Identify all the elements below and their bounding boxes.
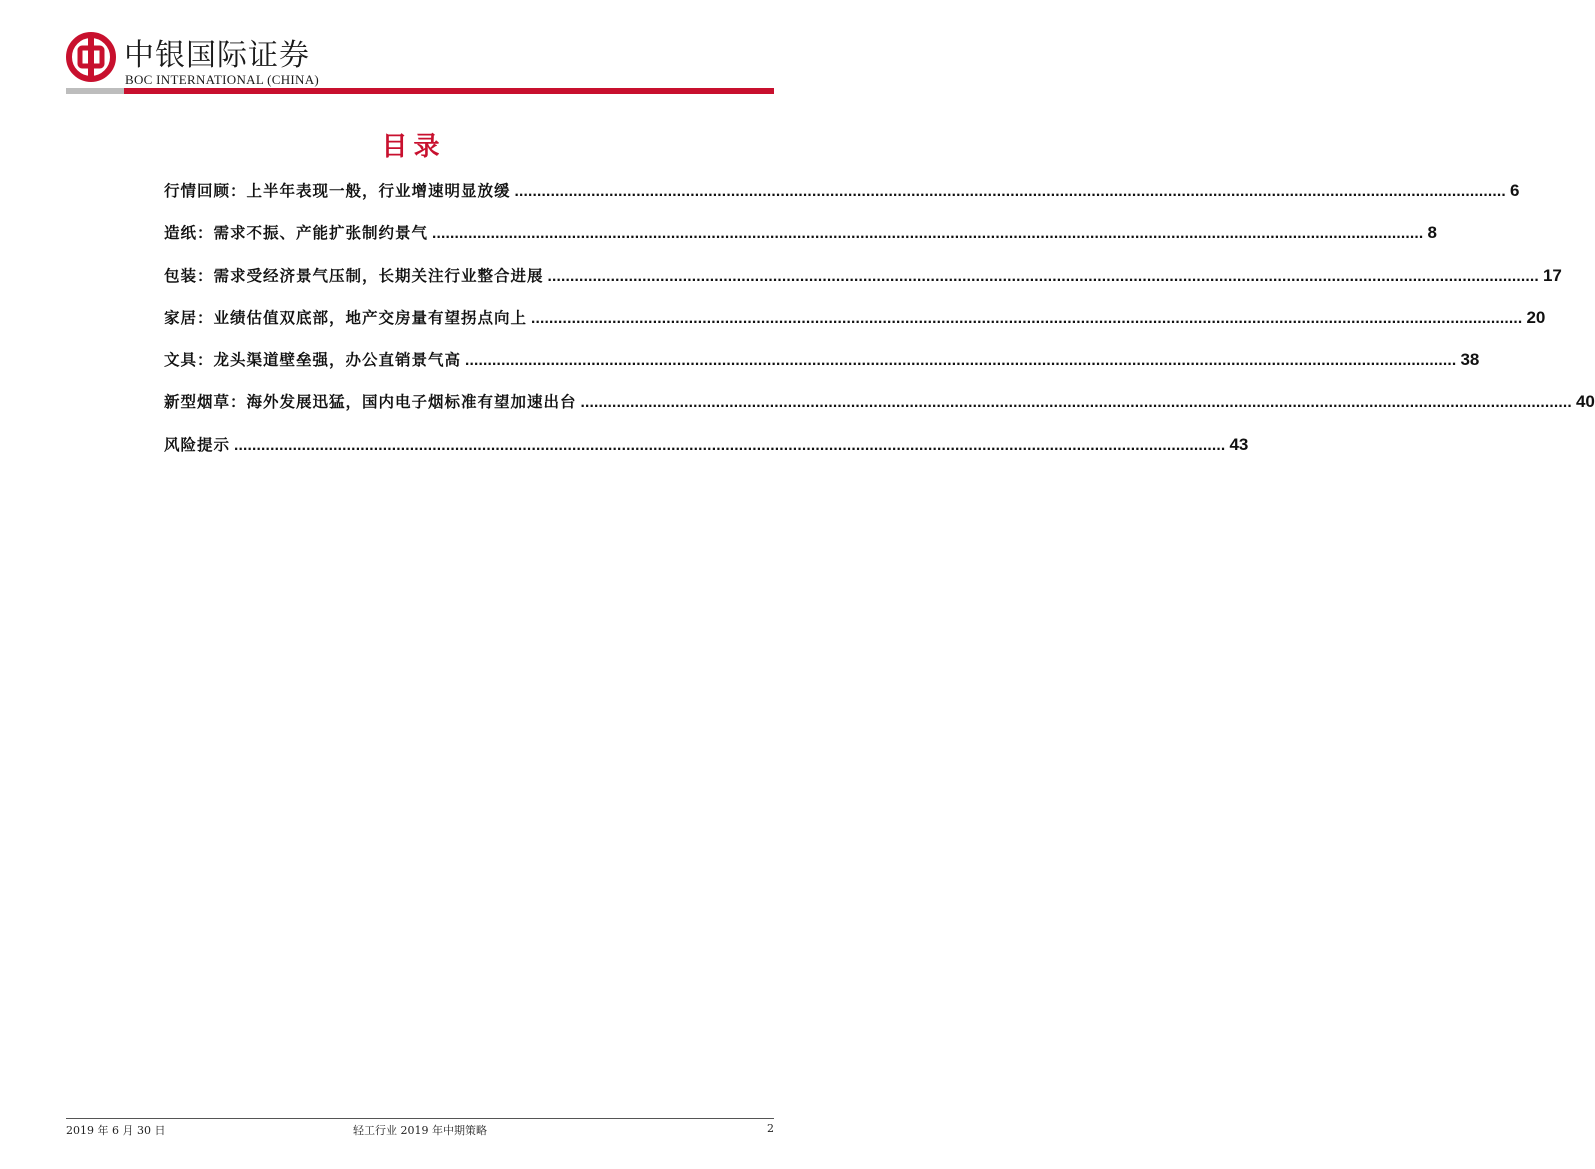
toc-entry-page: 20 (1526, 307, 1546, 327)
brand-name-en: BOC INTERNATIONAL (CHINA) (125, 72, 320, 87)
toc-entry-text: 文具：龙头渠道壁垒强，办公直销景气高 (164, 351, 462, 370)
table-of-contents (164, 179, 1595, 475)
toc-leader-dots: ............................................................................................................................................................................................................................ (547, 267, 1539, 285)
toc-entry[interactable] (164, 348, 1480, 390)
header-rule-red (124, 88, 774, 94)
toc-leader-dots: ............................................................................................................................................................................................................................ (514, 183, 1506, 200)
toc-leader-dots: ............................................................................................................................................................................................................................ (432, 225, 1424, 243)
toc-entry-text: 新型烟草：海外发展迅猛，国内电子烟标准有望加速出台 (164, 393, 577, 412)
toc-entry[interactable] (164, 221, 1437, 263)
toc-entry[interactable] (164, 433, 1249, 475)
footer-date: 2019 年 6 月 30 日 (66, 1124, 166, 1137)
toc-leader-dots: ............................................................................................................................................................................................................................ (580, 394, 1572, 412)
toc-leader-dots: ............................................................................................................................................................................................................................ (465, 352, 1457, 370)
toc-entry-page: 8 (1427, 223, 1437, 243)
toc-leader-dots: ............................................................................................................................................................................................................................ (234, 436, 1226, 454)
toc-entry-text: 行情回顾：上半年表现一般，行业增速明显放缓 (164, 182, 511, 200)
footer-page-number: 2 (767, 1122, 774, 1135)
footer-doc-title: 轻工行业 2019 年中期策略 (353, 1124, 487, 1137)
toc-entry-page: 40 (1575, 392, 1595, 412)
toc-entry-page: 17 (1542, 265, 1562, 285)
toc-entry[interactable] (164, 390, 1595, 432)
toc-entry[interactable] (164, 264, 1562, 306)
footer-rule (66, 1118, 774, 1119)
toc-entry-text: 家居：业绩估值双底部，地产交房量有望拐点向上 (164, 308, 528, 327)
toc-entry-text: 风险提示 (164, 435, 231, 454)
report-footer (66, 1122, 774, 1138)
toc-title: 目录 (381, 132, 446, 162)
toc-entry-page: 43 (1229, 434, 1249, 454)
toc-entry[interactable] (164, 179, 1520, 221)
toc-entry-text: 包装：需求受经济景气压制，长期关注行业整合进展 (164, 266, 544, 285)
toc-entry-text: 造纸：需求不振、产能扩张制约景气 (164, 224, 429, 243)
boc-logo-icon (66, 32, 116, 82)
toc-entry[interactable] (164, 306, 1546, 348)
brand-name-cn: 中银国际证券 (124, 38, 310, 73)
toc-entry-page: 38 (1460, 350, 1480, 370)
toc-leader-dots: ............................................................................................................................................................................................................................ (531, 309, 1523, 327)
toc-entry-page: 6 (1509, 181, 1520, 200)
header-rule-grey (66, 88, 124, 94)
